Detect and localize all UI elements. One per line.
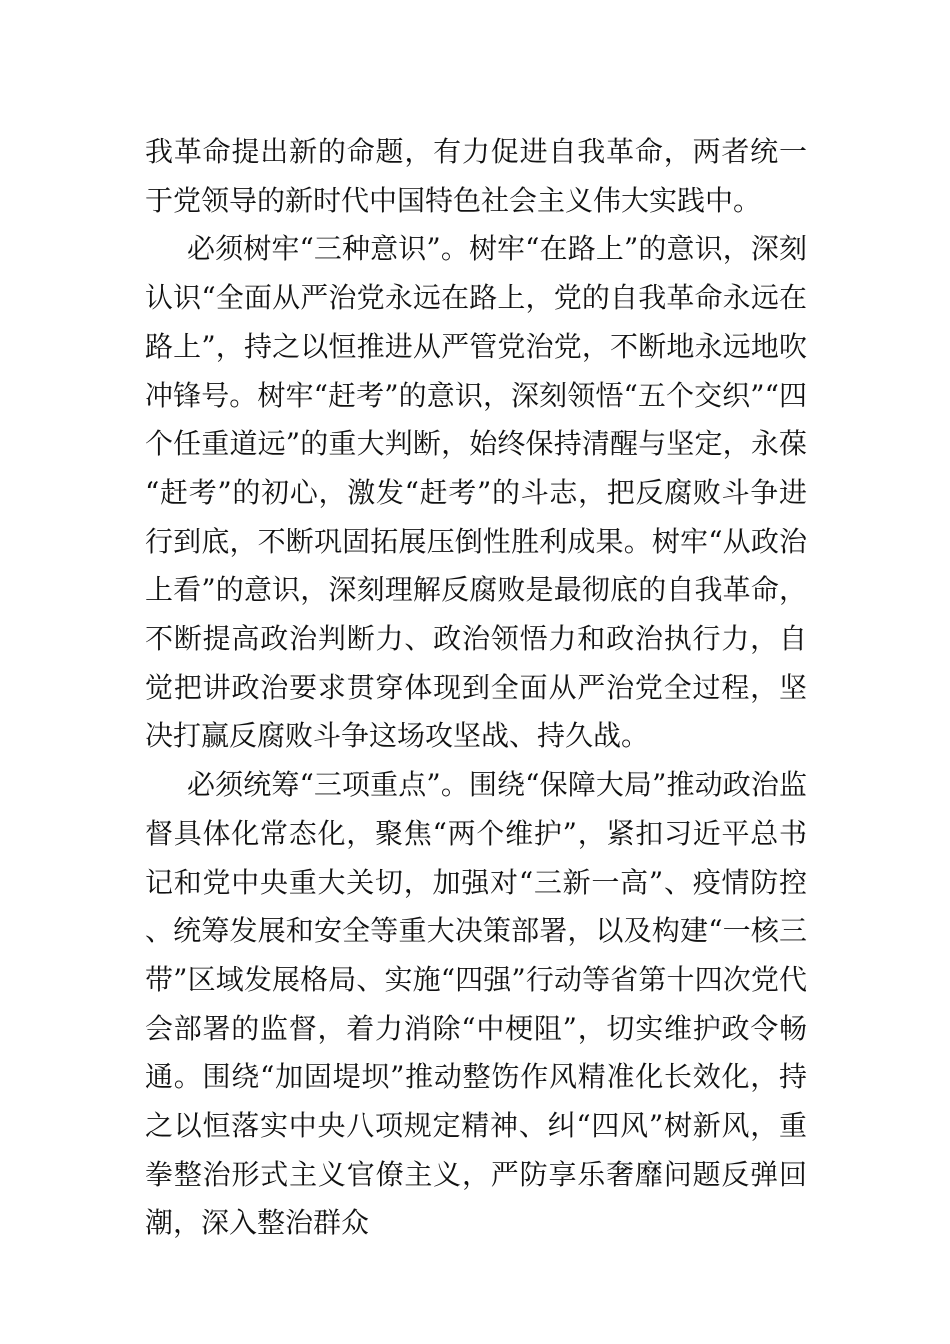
paragraph-continuation: 我革命提出新的命题，有力促进自我革命，两者统一于党领导的新时代中国特色社会主义伟大实践中。 (145, 135, 807, 217)
paragraph-three-awareness: 必须树牢“三种意识”。树牢“在路上”的意识，深刻认识“全面从严治党永远在路上，党的自我革命永远在路上”，持之以恒推进从严管党治党，不断地永远地吹冲锋号。树牢“赶考”的意识，深刻领悟“五个交织”“四个任重道远”的重大判断，始终保持清醒与坚定，永葆“赶考”的初心，激发“赶考”的斗志，把反腐败斗争进行到底，不断巩固拓展压倒性胜利成果。树牢“从政治上看”的意识，深刻理解反腐败是最彻底的自我革命，不断提高政治判断力、政治领悟力和政治执行力，自觉把讲政治要求贯穿体现到全面从严治党全过程，坚决打赢反腐败斗争这场攻坚战、持久战。 (145, 232, 807, 753)
paragraph-three-priorities: 必须统筹“三项重点”。围绕“保障大局”推动政治监督具体化常态化，聚焦“两个维护”，紧扣习近平总书记和党中央重大关切，加强对“三新一高”、疫情防控、统筹发展和安全等重大决策部署，以及构建“一核三带”区域发展格局、实施“四强”行动等省第十四次党代会部署的监督，着力消除“中梗阻”，切实维护政令畅通。围绕“加固堤坝”推动整饬作风精准化长效化，持之以恒落实中央八项规定精神、纠“四风”树新风，重拳整治形式主义官僚主义，严防享乐奢靡问题反弹回潮，深入整治群众 (145, 768, 807, 1240)
body-text (145, 128, 807, 1248)
